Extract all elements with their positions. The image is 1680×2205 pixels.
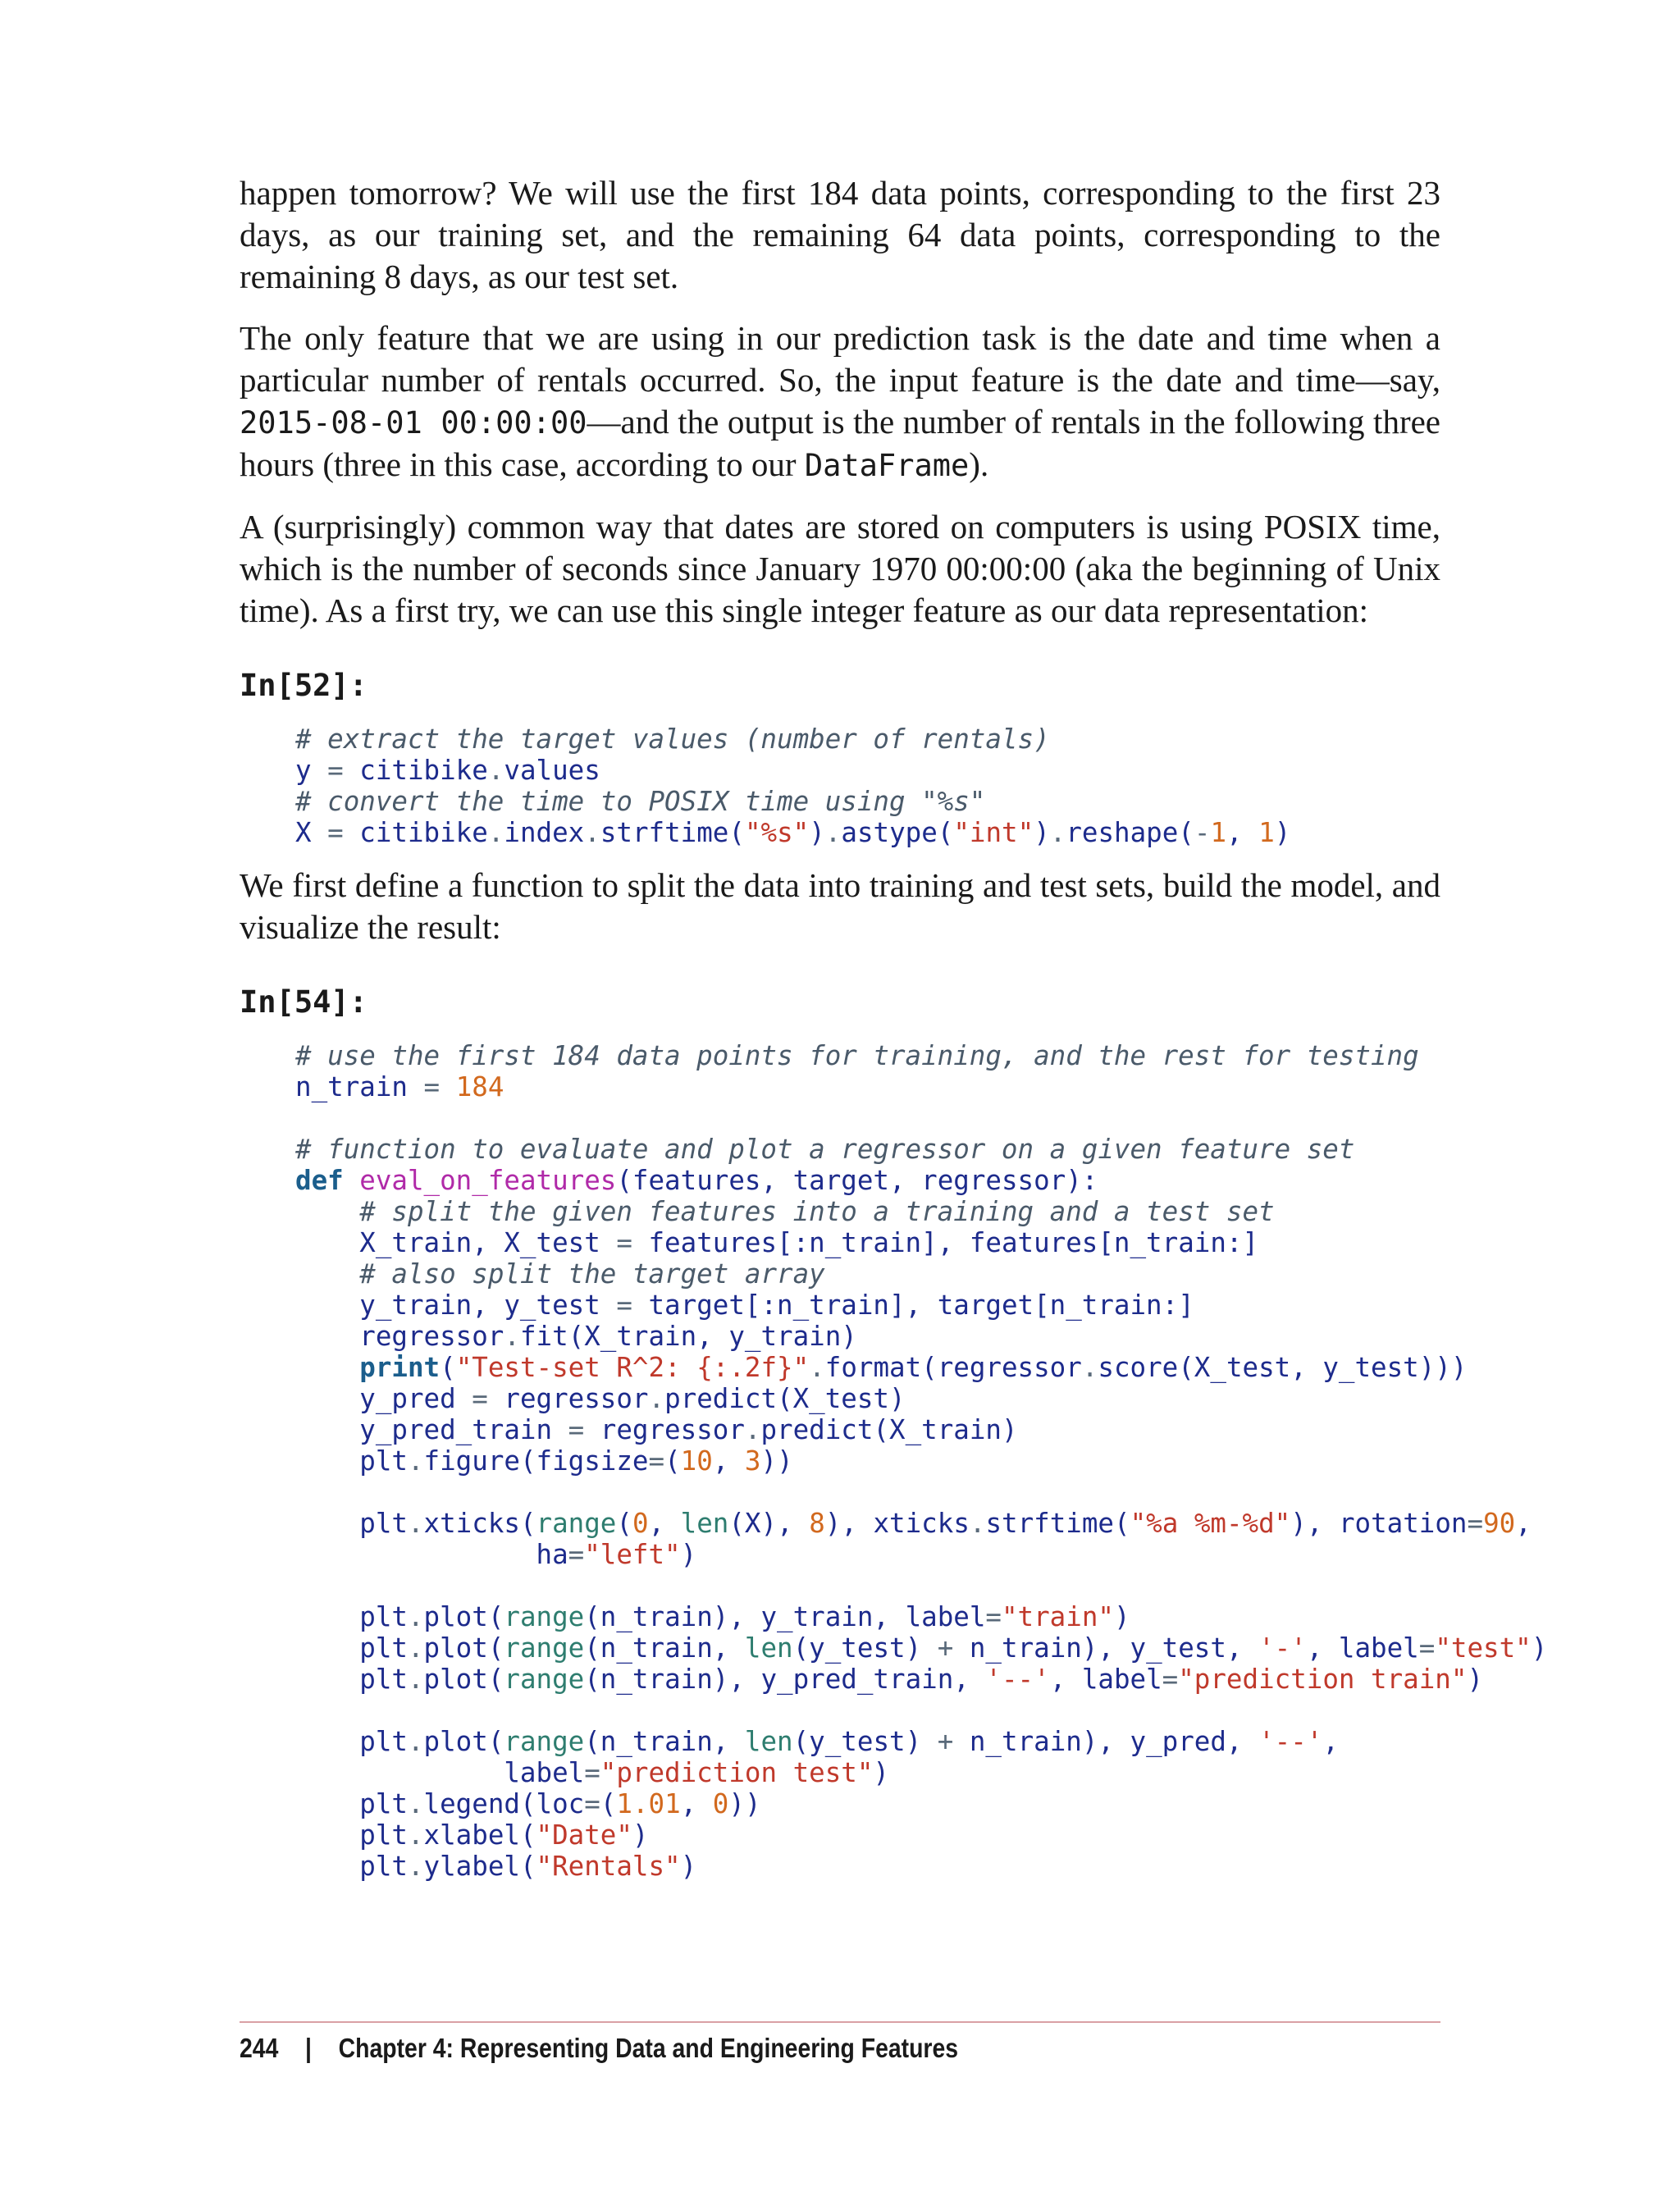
- cell-prompt-in52: In[52]:: [240, 668, 368, 703]
- code-line: [295, 1477, 1440, 1508]
- code-line: plt.plot(range(n_train, len(y_test) + n_train), y_test, '-', label="test"): [295, 1632, 1548, 1664]
- paragraph-define-function: We first define a function to split the data into training and test sets, build the model, and visualize the result:: [240, 866, 1440, 946]
- code-line: # split the given features into a training and a test set: [359, 1196, 1275, 1227]
- code-line: def eval_on_features(features, target, regressor):: [295, 1165, 1098, 1196]
- text-run: —and the output is the number of rentals in the following three hours (three in this case, according to our: [240, 403, 1440, 483]
- code-line: plt.plot(range(n_train), y_train, label="train"): [295, 1601, 1130, 1632]
- code-line: label="prediction test"): [295, 1757, 889, 1788]
- cell-prompt-in54: In[54]:: [240, 984, 368, 1020]
- code-line: y_pred = regressor.predict(X_test): [295, 1383, 906, 1414]
- page-body: [240, 172, 1548, 1898]
- code-line: plt.plot(range(n_train), y_pred_train, '--', label="prediction train"): [295, 1664, 1484, 1695]
- code-line: # also split the target array: [359, 1258, 825, 1290]
- code-line: plt.legend(loc=(1.01, 0)): [295, 1788, 761, 1819]
- code-line: y_train, y_test = target[:n_train], target[n_train:]: [295, 1290, 1194, 1321]
- code-line: plt.xlabel("Date"): [295, 1819, 649, 1851]
- chapter-title: Chapter 4: Representing Data and Engineering Features: [338, 2033, 959, 2063]
- code-line: plt.figure(figsize=(10, 3)): [295, 1445, 793, 1477]
- code-line: # extract the target values (number of rentals): [295, 724, 1050, 755]
- inline-code-date: 2015-08-01 00:00:00: [240, 405, 587, 441]
- text-run: ).: [969, 445, 989, 483]
- code-line: [295, 1102, 1440, 1134]
- code-line: plt.xticks(range(0, len(X), 8), xticks.strftime("%a %m-%d"), rotation=90,: [295, 1508, 1532, 1539]
- code-line: [295, 1570, 1440, 1601]
- footer-rule: [240, 2021, 1440, 2023]
- code-line: ha="left"): [295, 1539, 697, 1570]
- code-line: regressor.fit(X_train, y_train): [295, 1321, 857, 1352]
- paragraph-intro: happen tomorrow? We will use the first 184 data points, corresponding to the first 23 days, as our training set, and the remaining 64 data points, corresponding to the remaining 8 days, as our test set.: [240, 174, 1440, 295]
- page-number: 244: [240, 2033, 279, 2063]
- code-block-in52: [295, 724, 1440, 848]
- code-block-in54: [295, 1040, 1548, 1882]
- paragraph-feature: [240, 317, 1440, 486]
- code-line: # use the first 184 data points for training, and the rest for testing: [295, 1040, 1419, 1071]
- paragraph-posix: A (surprisingly) common way that dates are stored on computers is using POSIX time, which is the number of seconds since January 1970 00:00:00 (aka the beginning of Unix time). As a first try, we can use this single integer feature as our data representation:: [240, 508, 1440, 629]
- code-line: plt.plot(range(n_train, len(y_test) + n_train), y_pred, '--',: [295, 1726, 1339, 1757]
- inline-code-dataframe: DataFrame: [804, 448, 970, 483]
- code-line: plt.ylabel("Rentals"): [295, 1851, 697, 1882]
- code-line: # convert the time to POSIX time using "%s": [295, 786, 986, 817]
- code-line: n_train = 184: [295, 1071, 504, 1102]
- code-line: print("Test-set R^2: {:.2f}".format(regressor.score(X_test, y_test))): [359, 1352, 1468, 1383]
- code-line: [295, 1695, 1440, 1726]
- text-run: The only feature that we are using in our prediction task is the date and time when a particular number of rentals occurred. So, the input feature is the date and time—say,: [240, 319, 1440, 399]
- code-line: # function to evaluate and plot a regressor on a given feature set: [295, 1134, 1355, 1165]
- code-line: X = citibike.index.strftime("%s").astype("int").reshape(-1, 1): [295, 817, 1291, 848]
- code-line: y = citibike.values: [295, 755, 600, 786]
- page-footer: [240, 2033, 958, 2064]
- footer-separator: |: [305, 2033, 312, 2063]
- code-line: X_train, X_test = features[:n_train], features[n_train:]: [295, 1227, 1259, 1258]
- code-line: y_pred_train = regressor.predict(X_train): [295, 1414, 1018, 1445]
